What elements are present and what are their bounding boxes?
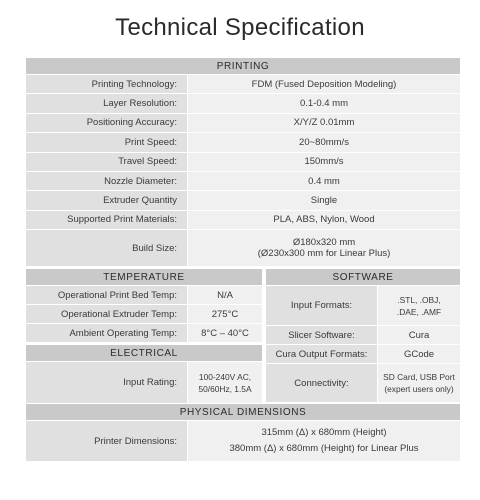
build-size-label: Build Size: <box>26 230 188 266</box>
input-rating-line1: 100-240V AC, <box>198 371 252 382</box>
spec-row <box>26 153 460 172</box>
printer-dimensions-row <box>26 421 460 462</box>
spec-row <box>26 286 262 305</box>
spec-label: Layer Resolution: <box>26 94 188 112</box>
page-title: Technical Specification <box>115 14 365 41</box>
spec-label: Supported Print Materials: <box>26 211 188 229</box>
spec-value: 0.4 mm <box>188 172 460 190</box>
connectivity-row <box>266 364 460 403</box>
electrical-header: ELECTRICAL <box>26 345 262 362</box>
spec-label: Printing Technology: <box>26 75 188 93</box>
slicer-row <box>266 326 460 345</box>
input-formats-label: Input Formats: <box>266 286 378 325</box>
spec-label: Positioning Accuracy: <box>26 114 188 132</box>
software-section <box>266 269 460 403</box>
printing-section <box>26 58 460 267</box>
spec-value: 150mm/s <box>188 153 460 171</box>
printer-dimensions-label: Printer Dimensions: <box>26 421 188 461</box>
spec-row <box>26 114 460 133</box>
software-header: SOFTWARE <box>266 269 460 286</box>
spec-row <box>26 324 262 343</box>
spec-value: 8°C – 40°C <box>188 324 262 342</box>
build-size-line2: (Ø230x300 mm for Linear Plus) <box>257 248 391 260</box>
spec-row <box>26 172 460 191</box>
spec-value: N/A <box>188 286 262 304</box>
temperature-header: TEMPERATURE <box>26 269 262 286</box>
slicer-label: Slicer Software: <box>266 326 378 344</box>
build-size-line1: Ø180x320 mm <box>292 237 356 249</box>
input-rating-line2: 50/60Hz, 1.5A <box>198 383 252 394</box>
printing-rows <box>26 75 460 230</box>
spec-value: Single <box>188 191 460 209</box>
spec-label: Operational Extruder Temp: <box>26 305 188 323</box>
output-formats-label: Cura Output Formats: <box>266 345 378 363</box>
spec-label: Operational Print Bed Temp: <box>26 286 188 304</box>
input-rating-value <box>188 362 262 403</box>
build-size-value <box>188 230 460 266</box>
input-formats-row <box>266 286 460 326</box>
output-formats-value: GCode <box>378 345 460 363</box>
spec-row <box>26 305 262 324</box>
temperature-section <box>26 269 262 343</box>
printer-dimensions-value <box>188 421 460 461</box>
temperature-rows <box>26 286 262 343</box>
input-rating-row <box>26 362 262 404</box>
slicer-value: Cura <box>378 326 460 344</box>
spec-value: X/Y/Z 0.01mm <box>188 114 460 132</box>
printing-header: PRINTING <box>26 58 460 75</box>
input-formats-value <box>378 286 460 325</box>
spec-value: 0.1-0.4 mm <box>188 94 460 112</box>
spec-label: Travel Speed: <box>26 153 188 171</box>
spec-row <box>26 191 460 210</box>
connectivity-line1: SD Card, USB Port <box>383 372 455 382</box>
connectivity-label: Connectivity: <box>266 364 378 402</box>
input-formats-line1: .STL, .OBJ, <box>397 294 441 305</box>
build-size-row <box>26 230 460 267</box>
spec-value: 275°C <box>188 305 262 323</box>
spec-value: 20~80mm/s <box>188 133 460 151</box>
output-formats-row <box>266 345 460 364</box>
connectivity-line2: (expert users only) <box>384 384 454 394</box>
input-rating-label: Input Rating: <box>26 362 188 403</box>
spec-row <box>26 94 460 113</box>
spec-value: PLA, ABS, Nylon, Wood <box>188 211 460 229</box>
spec-value: FDM (Fused Deposition Modeling) <box>188 75 460 93</box>
spec-row <box>26 75 460 94</box>
physical-section <box>26 404 460 462</box>
connectivity-value <box>378 364 460 402</box>
spec-row <box>26 211 460 230</box>
spec-label: Print Speed: <box>26 133 188 151</box>
spec-label: Ambient Operating Temp: <box>26 324 188 342</box>
input-formats-line2: .DAE, .AMF <box>396 306 442 317</box>
printer-dimensions-line2: 380mm (Δ) x 680mm (Height) for Linear Plus <box>229 443 419 454</box>
spec-label: Extruder Quantity <box>26 191 188 209</box>
printer-dimensions-line1: 315mm (Δ) x 680mm (Height) <box>261 427 387 438</box>
physical-header: PHYSICAL DIMENSIONS <box>26 404 460 421</box>
spec-label: Nozzle Diameter: <box>26 172 188 190</box>
spec-row <box>26 133 460 152</box>
electrical-section <box>26 345 262 404</box>
